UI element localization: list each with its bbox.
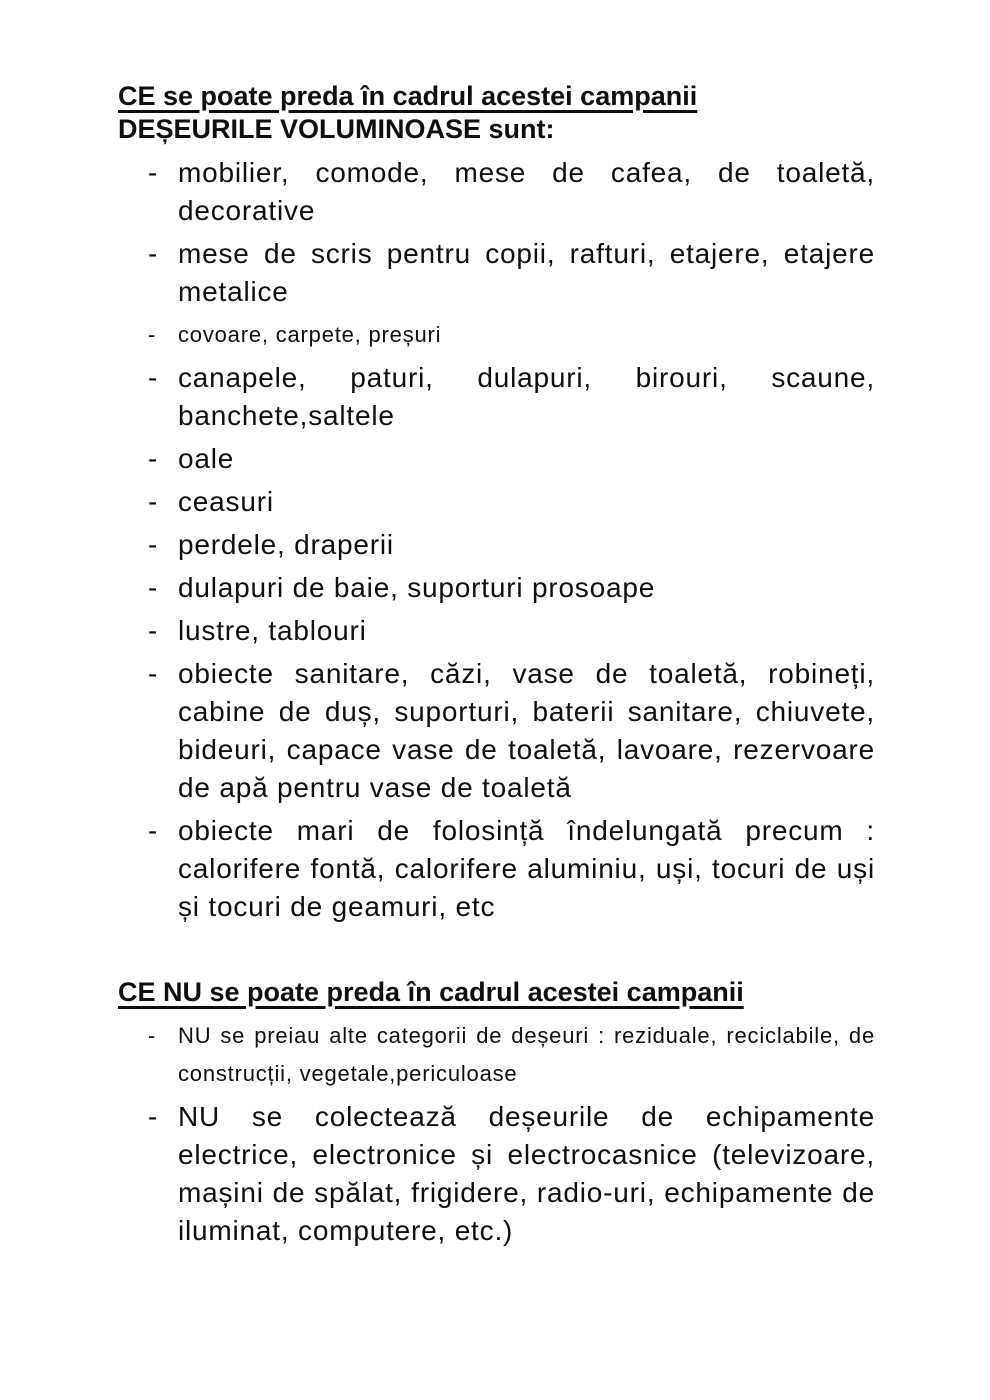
excluded-list	[148, 1017, 875, 1250]
bullet-dash: -	[148, 615, 159, 646]
list-item	[148, 440, 875, 478]
list-item	[148, 569, 875, 607]
list-item-text: obiecte sanitare, căzi, vase de toaletă, robineți, cabine de duș, suporturi, baterii sanitare, chiuvete, bideuri, capace vase de toaletă, lavoare, rezervoare de apă pentru vase de toaletă	[178, 658, 875, 803]
list-item-text: dulapuri de baie, suporturi prosoape	[178, 572, 656, 603]
bullet-dash: -	[148, 658, 159, 689]
bullet-dash: -	[148, 572, 159, 603]
list-item-text: mese de scris pentru copii, rafturi, etajere, etajere metalice	[178, 238, 875, 307]
list-item-text: ceasuri	[178, 486, 274, 517]
list-item-text: NU se colectează deșeurile de echipamente electrice, electronice și electrocasnice (televizoare, mașini de spălat, frigidere, radio-uri, echipamente de iluminat, computere, etc.)	[178, 1101, 875, 1246]
bullet-dash: -	[148, 322, 157, 347]
list-item-text: lustre, tablouri	[178, 615, 367, 646]
list-item	[148, 526, 875, 564]
list-item	[148, 1098, 875, 1250]
bullet-dash: -	[148, 362, 159, 393]
list-item-text: mobilier, comode, mese de cafea, de toaletă, decorative	[178, 157, 875, 226]
bullet-dash: -	[148, 486, 159, 517]
section-what-title: CE se poate preda în cadrul acestei campanii	[118, 81, 698, 111]
list-item	[148, 316, 875, 354]
list-item	[148, 154, 875, 230]
bullet-dash: -	[148, 443, 159, 474]
bullet-dash: -	[148, 238, 159, 269]
bullet-dash: -	[148, 1101, 159, 1132]
bullet-dash: -	[148, 815, 159, 846]
list-item	[148, 359, 875, 435]
list-item	[148, 483, 875, 521]
bullet-dash: -	[148, 1023, 157, 1048]
list-item-text: canapele, paturi, dulapuri, birouri, scaune, banchete,saltele	[178, 362, 875, 431]
list-item-text: obiecte mari de folosință îndelungată precum : calorifere fontă, calorifere aluminiu, uși, tocuri de uși și tocuri de geamuri, etc	[178, 815, 875, 922]
bullet-dash: -	[148, 157, 159, 188]
bullet-dash: -	[148, 529, 159, 560]
list-item-text: oale	[178, 443, 235, 474]
list-item	[148, 235, 875, 311]
bulky-waste-list	[148, 154, 875, 926]
list-item-text: NU se preiau alte categorii de deșeuri : reziduale, reciclabile, de construcții, vegetale,periculoase	[178, 1023, 875, 1086]
list-item	[148, 1017, 875, 1093]
list-item	[148, 812, 875, 926]
section-what-subtitle: DEȘEURILE VOLUMINOASE sunt:	[118, 114, 555, 144]
list-item	[148, 612, 875, 650]
list-item-text: covoare, carpete, preșuri	[178, 322, 442, 347]
list-item-text: perdele, draperii	[178, 529, 394, 560]
section-what-not-title: CE NU se poate preda în cadrul acestei campanii	[118, 977, 744, 1007]
list-item	[148, 655, 875, 807]
